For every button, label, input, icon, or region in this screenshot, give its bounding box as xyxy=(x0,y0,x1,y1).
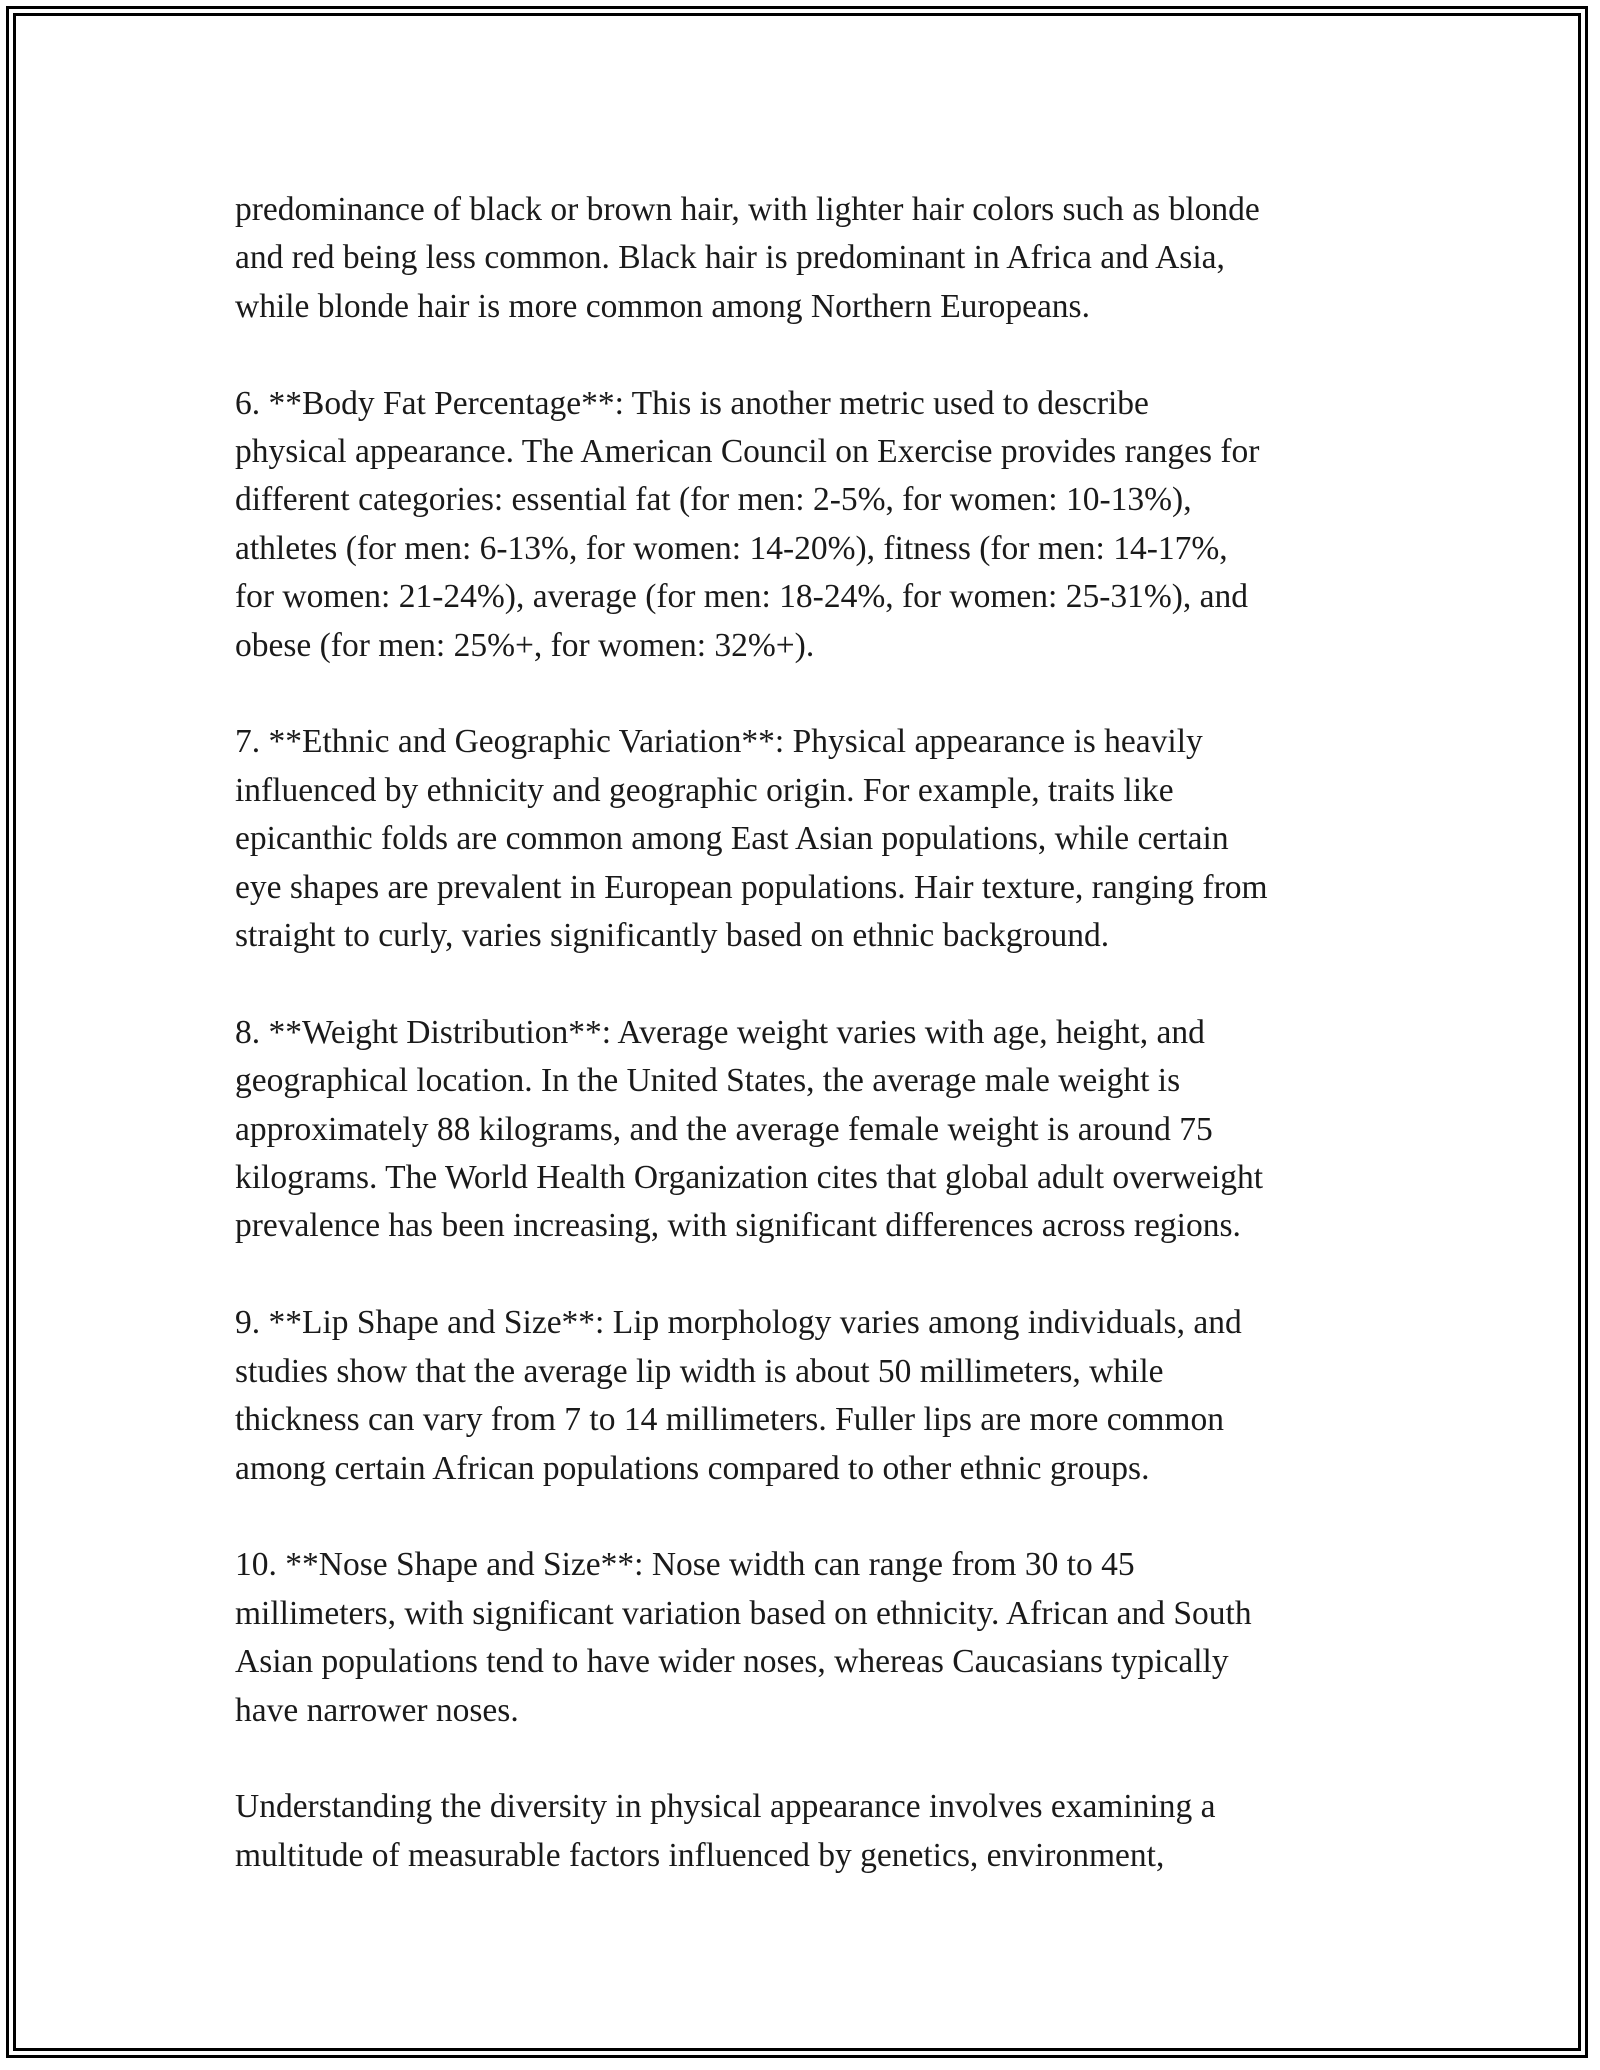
paragraph-conclusion: Understanding the diversity in physical appearance involves examining a multitude of measurable factors influenced by genetics, environment, xyxy=(235,1788,1216,1874)
paragraph-hair-color: predominance of black or brown hair, with lighter hair colors such as blonde and red being less common. Black hair is predominant in Africa and Asia, while blonde hair is more common among Northern Europeans. xyxy=(235,191,1260,325)
paragraph-ethnic-geographic-variation: 7. **Ethnic and Geographic Variation**: Physical appearance is heavily influenced by ethnicity and geographic origin. For example, traits like epicanthic folds are common among East Asian populations, while certain eye shapes are prevalent in European populations. Hair texture, ranging from straight to curly, varies significantly based on ethnic background. xyxy=(235,723,1268,955)
paragraph-weight-distribution: 8. **Weight Distribution**: Average weight varies with age, height, and geographical location. In the United States, the average male weight is approximately 88 kilograms, and the average female weight is around 75 kilograms. The World Health Organization cites that global adult overweight prevalence has been increasing, with significant differences across regions. xyxy=(235,1013,1264,1245)
paragraph-nose-shape-size: 10. **Nose Shape and Size**: Nose width can range from 30 to 45 millimeters, with significant variation based on ethnicity. African and South Asian populations tend to have wider noses, whereas Caucasians typically have narrower noses. xyxy=(235,1546,1252,1729)
paragraph-body-fat-percentage: 6. **Body Fat Percentage**: This is another metric used to describe physical appearance. The American Council on Exercise provides ranges for different categories: essential fat (for men: 2-5%, for women: 10-13%), athletes (for men: 6-13%, for women: 14-20%), fitness (for men: 14-17%, for women: 21-24%), average (for men: 18-24%, for women: 25-31%), and obese (for men: 25%+, for women: 32%+). xyxy=(235,384,1260,664)
paragraph-lip-shape-size: 9. **Lip Shape and Size**: Lip morphology varies among individuals, and studies show that the average lip width is about 50 millimeters, while thickness can vary from 7 to 14 millimeters. Fuller lips are more common among certain African populations compared to other ethnic groups. xyxy=(235,1304,1242,1487)
document-body xyxy=(235,186,1385,1880)
